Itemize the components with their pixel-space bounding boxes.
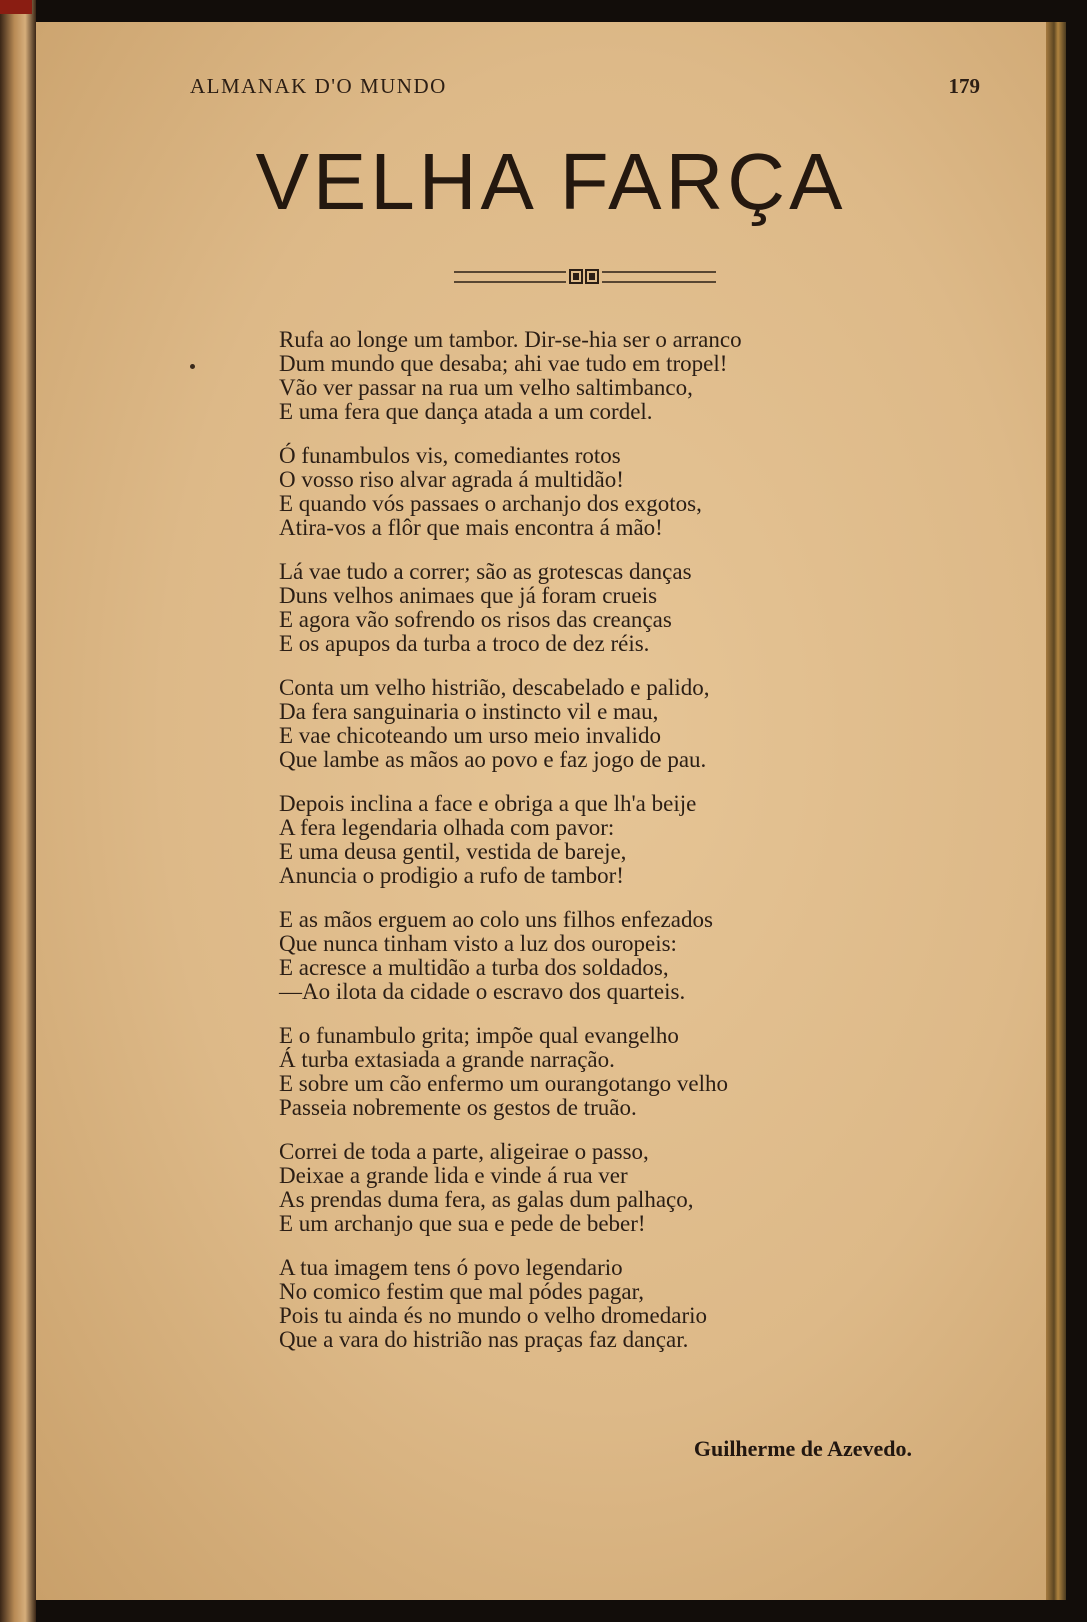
stanza-5: [279, 792, 979, 888]
poem-line: Lá vae tudo a correr; são as grotescas danças: [279, 559, 692, 584]
stanza-7: [279, 1024, 979, 1120]
print-speck: [190, 364, 195, 369]
author-signature: Guilherme de Azevedo.: [693, 1436, 912, 1461]
poem-line: Á turba extasiada a grande narração.: [279, 1047, 615, 1072]
poem-line: Que lambe as mãos ao povo e faz jogo de pau.: [279, 747, 707, 772]
poem-line: A fera legendaria olhada com pavor:: [279, 815, 615, 840]
stanza-2: [279, 444, 979, 540]
title-ornament-divider: [454, 266, 716, 288]
poem-line: As prendas duma fera, as galas dum palhaço,: [279, 1187, 694, 1212]
poem-line: E sobre um cão enfermo um ourangotango velho: [279, 1071, 729, 1096]
poem-line: Que nunca tinham visto a luz dos ouropeis:: [279, 931, 677, 956]
poem-line: E uma deusa gentil, vestida de bareje,: [279, 839, 627, 864]
stanza-3: [279, 560, 979, 656]
poem-line: Passeia nobremente os gestos de truão.: [279, 1095, 637, 1120]
book-spine-edge: [0, 0, 36, 1622]
poem-line: Que a vara do histrião nas praças faz dançar.: [279, 1327, 689, 1352]
poem-line: E vae chicoteando um urso meio invalido: [279, 723, 661, 748]
poem-line: No comico festim que mal pódes pagar,: [279, 1279, 645, 1304]
poem-line: Dum mundo que desaba; ahi vae tudo em tropel!: [279, 351, 728, 376]
poem-line: Atira-vos a flôr que mais encontra á mão!: [279, 515, 663, 540]
poem-line: E agora vão sofrendo os risos das creanças: [279, 607, 672, 632]
page-number: 179: [948, 74, 980, 98]
poem-line: A tua imagem tens ó povo legendario: [279, 1255, 623, 1280]
poem-line: Deixae a grande lida e vinde á rua ver: [279, 1163, 628, 1188]
stanza-4: [279, 676, 979, 772]
poem-line: Depois inclina a face e obriga a que lh'a beije: [279, 791, 697, 816]
poem-line: Anuncia o prodigio a rufo de tambor!: [279, 863, 624, 888]
poem-line: Pois tu ainda és no mundo o velho dromedario: [279, 1303, 707, 1328]
red-corner-mark: [0, 0, 32, 14]
book-page: [36, 22, 1066, 1600]
page-edge: [1046, 22, 1066, 1600]
poem-line: E os apupos da turba a troco de dez réis.: [279, 631, 650, 656]
stanza-1: [279, 328, 979, 424]
poem-line: Ó funambulos vis, comediantes rotos: [279, 443, 621, 468]
stanza-6: [279, 908, 979, 1004]
poem-line: Duns velhos animaes que já foram crueis: [279, 583, 658, 608]
poem-line: Conta um velho histrião, descabelado e palido,: [279, 675, 710, 700]
poem-line: O vosso riso alvar agrada á multidão!: [279, 467, 624, 492]
poem-line: E o funambulo grita; impõe qual evangelho: [279, 1023, 679, 1048]
poem-line: Rufa ao longe um tambor. Dir-se-hia ser o arranco: [279, 327, 742, 352]
poem-title: VELHA FARÇA: [255, 137, 847, 226]
poem-line: E um archanjo que sua e pede de beber!: [279, 1211, 646, 1236]
poem-line: Da fera sanguinaria o instincto vil e mau,: [279, 699, 659, 724]
poem-line: Vão ver passar na rua um velho saltimbanco,: [279, 375, 693, 400]
stanza-8: [279, 1140, 979, 1236]
poem-line: E acresce a multidão a turba dos soldados,: [279, 955, 669, 980]
poem-line: E quando vós passaes o archanjo dos exgotos,: [279, 491, 702, 516]
poem-line: —Ao ilota da cidade o escravo dos quarteis.: [279, 979, 686, 1004]
header-title: ALMANAK D'O MUNDO: [190, 74, 447, 98]
poem-line: E as mãos erguem ao colo uns filhos enfezados: [279, 907, 713, 932]
poem-line: E uma fera que dança atada a um cordel.: [279, 399, 653, 424]
poem-line: Correi de toda a parte, aligeirae o passo,: [279, 1139, 649, 1164]
stanza-9: [279, 1256, 979, 1352]
running-header: [190, 74, 1020, 114]
